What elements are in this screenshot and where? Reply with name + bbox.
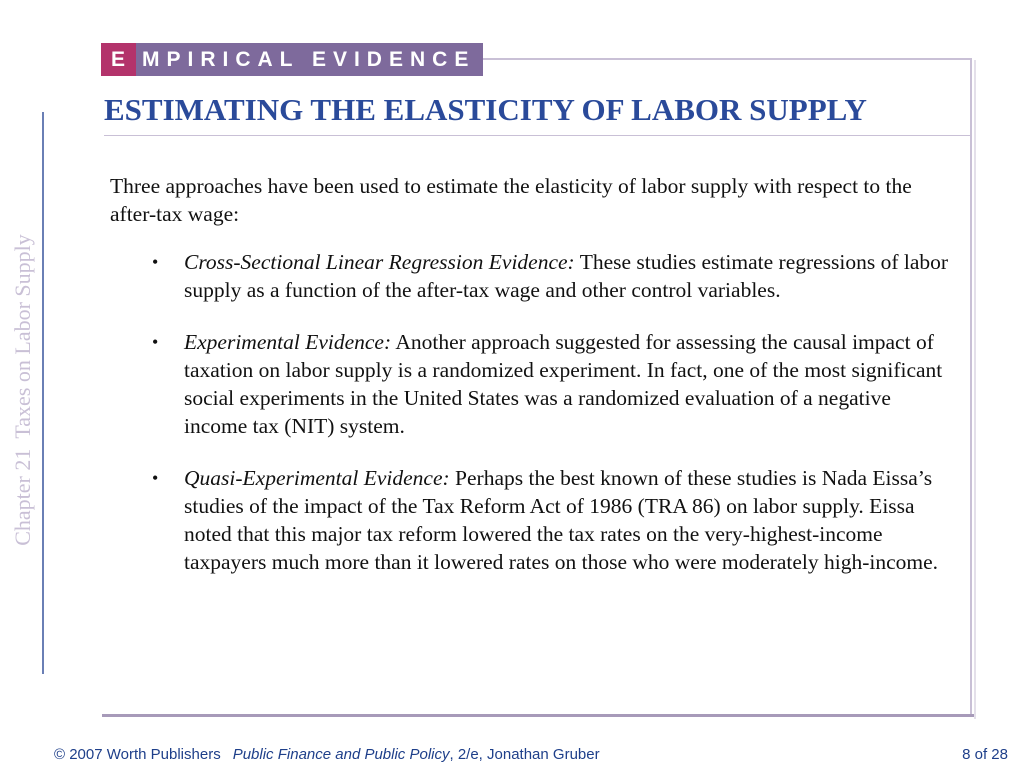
approach-description: Another approach suggested for assessing the causal impact of taxation on labor supply is a randomized experiment. In fact, one of the most significant social experiments in the United States was a randomized evaluation of a negative income tax (NIT) system. [184, 330, 943, 438]
approach-description: Perhaps the best known of these studies is Nada Eissa’s studies of the impact of the Tax Reform Act of 1986 (TRA 86) on labor supply. Eissa noted that this major tax reform lowered the tax rates on the very-highest-income taxpayers much more than it lowered rates on those who were moderately high-income. [184, 466, 939, 574]
approach-term: Quasi-Experimental Evidence: [184, 466, 450, 490]
slide-title: ESTIMATING THE ELASTICITY OF LABOR SUPPLY [104, 92, 867, 127]
approach-list [110, 248, 950, 576]
list-item [110, 248, 954, 304]
footer-edition: , 2/e, Jonathan Gruber [449, 746, 600, 763]
list-item [110, 464, 954, 576]
section-tag-label: MPIRICAL EVIDENCE [136, 43, 483, 76]
footer-credit [54, 746, 1014, 763]
section-tag-initial: E [101, 43, 136, 76]
bullet-icon: • [152, 468, 159, 488]
approach-term: Experimental Evidence: [184, 330, 392, 354]
chapter-caption [10, 185, 36, 585]
chapter-topic: Taxes on Labor Supply [10, 234, 35, 439]
bullet-icon: • [152, 332, 159, 352]
section-tag [101, 43, 483, 76]
approach-description: These studies estimate regressions of labor supply as a function of the after-tax wage and other control variables. [184, 250, 949, 302]
title-divider [104, 135, 972, 136]
approach-term: Cross-Sectional Linear Regression Evidence: [184, 250, 575, 274]
chapter-number: Chapter 21 [10, 448, 35, 546]
page-number: 8 of 28 [962, 746, 1008, 763]
bullet-icon: • [152, 252, 159, 272]
intro-paragraph: Three approaches have been used to estimate the elasticity of labor supply with respect to the after-tax wage: [110, 174, 912, 226]
footer-book-title: Public Finance and Public Policy [232, 746, 450, 763]
slide-body [110, 172, 950, 600]
list-item [110, 328, 954, 440]
footer-copyright: © 2007 Worth Publishers [54, 746, 221, 763]
bottom-divider [102, 714, 974, 717]
side-accent-line [42, 112, 44, 674]
